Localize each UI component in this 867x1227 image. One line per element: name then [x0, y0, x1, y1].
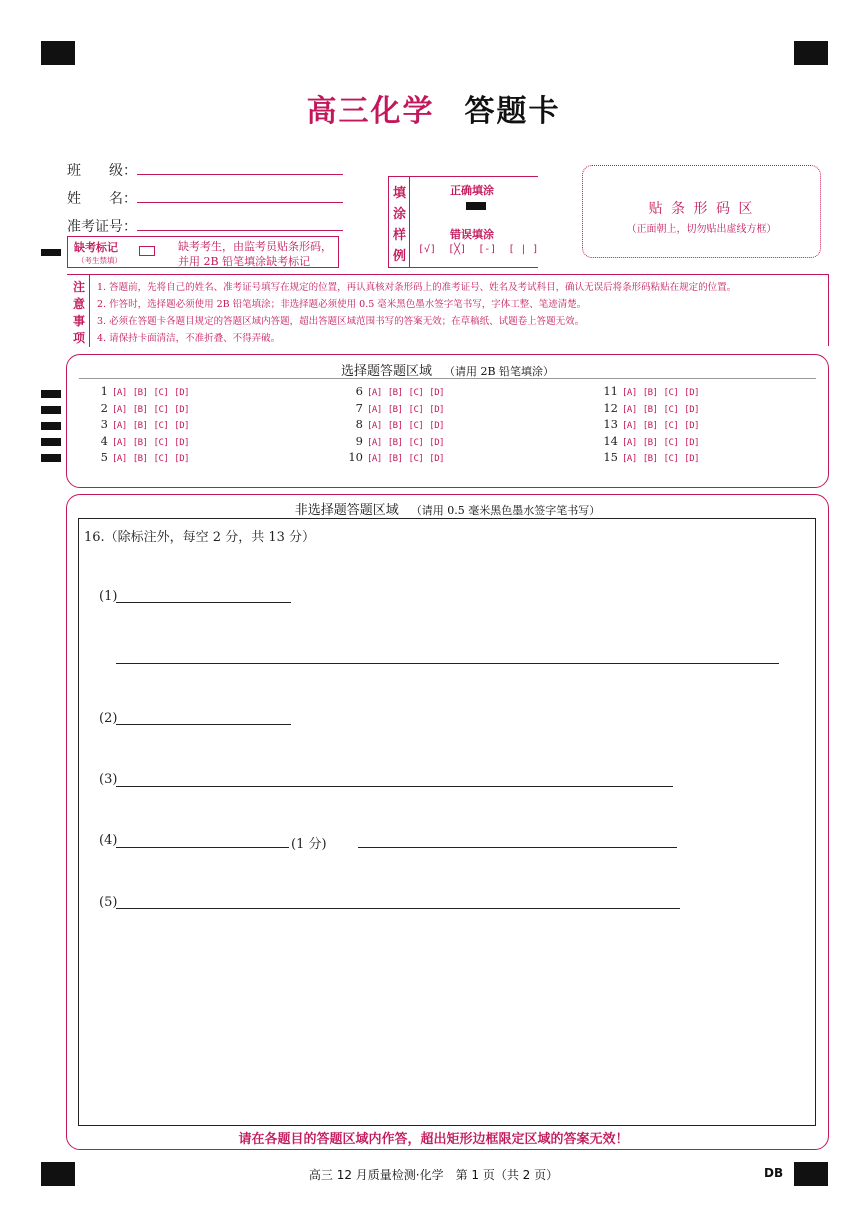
option-bubble[interactable]: [A] — [367, 404, 382, 415]
barcode-note: （正面朝上，切勿贴出虚线方框） — [626, 224, 777, 235]
option-bubble[interactable]: [C] — [153, 421, 169, 431]
option-bubble[interactable]: [B] — [387, 388, 403, 398]
question-number: 14 — [603, 433, 618, 448]
option-bubble[interactable]: [A] — [367, 437, 382, 448]
choice-question-2 — [90, 401, 195, 415]
choice-question-11 — [600, 384, 705, 398]
option-bubble[interactable]: [B] — [642, 437, 658, 448]
option-bubble[interactable]: [A] — [112, 404, 127, 415]
question-number: 15 — [603, 450, 618, 464]
choice-title-text: 选择题答题区域 — [340, 364, 432, 379]
option-bubble[interactable]: [A] — [112, 421, 127, 431]
option-bubble[interactable]: [C] — [663, 388, 679, 398]
side-mark-choice-2 — [41, 406, 61, 414]
corner-mark-top-left — [41, 41, 75, 65]
option-bubble[interactable]: [C] — [408, 421, 424, 431]
notes-box — [67, 274, 829, 346]
choice-title-sub: （请用 2B 铅笔填涂） — [443, 365, 555, 378]
title-subject: 高三化学 — [306, 94, 435, 129]
option-bubble[interactable]: [D] — [429, 388, 445, 398]
option-bubble[interactable]: [C] — [663, 454, 679, 464]
option-bubble[interactable]: [B] — [132, 404, 148, 415]
question-number: 3 — [100, 417, 108, 431]
part1-answer-line[interactable] — [116, 602, 291, 603]
question-number: 7 — [355, 400, 363, 415]
choice-question-8 — [345, 417, 450, 431]
choice-question-14 — [600, 434, 705, 448]
part2-answer-line[interactable] — [116, 724, 291, 725]
part4-score-note: (1 分) — [291, 837, 327, 852]
part5-answer-line[interactable] — [116, 908, 680, 909]
nonchoice-title-sub: （请用 0.5 毫米黑色墨水签字笔书写） — [410, 504, 601, 517]
option-bubble[interactable]: [C] — [153, 388, 169, 398]
option-bubble[interactable]: [C] — [663, 404, 679, 415]
barcode-title: 贴 条 形 码 区 — [648, 201, 755, 217]
option-bubble[interactable]: [C] — [408, 437, 424, 448]
exam-id-label: 准考证号： — [67, 219, 137, 235]
title-card: 答题卡 — [464, 94, 561, 129]
missing-mark-text-1: 缺考考生，由监考员贴条形码， — [178, 240, 332, 253]
question-number: 4 — [100, 433, 108, 448]
part1-extra-line[interactable] — [116, 663, 779, 664]
option-bubble[interactable]: [C] — [408, 404, 424, 415]
part4-answer-line-1[interactable] — [116, 847, 289, 848]
option-bubble[interactable]: [A] — [367, 388, 382, 398]
part1-label: (1) — [99, 589, 118, 604]
option-bubble[interactable]: [B] — [642, 404, 658, 415]
option-bubble[interactable]: [A] — [622, 404, 637, 415]
missing-mark-sublabel: （考生禁填） — [77, 256, 122, 265]
note-item-1: 1. 答题前，先将自己的姓名、准考证号填写在规定的位置，再认真核对条形码上的准考证号、姓名及考试科目，确认无误后将条形码粘贴在规定的位置。 — [97, 282, 737, 293]
notes-side-char-3: 事 — [73, 314, 86, 328]
footer-code: DB — [764, 1166, 784, 1180]
nonchoice-title-text: 非选择题答题区域 — [294, 503, 399, 518]
option-bubble[interactable]: [B] — [387, 404, 403, 415]
corner-mark-top-right — [794, 41, 828, 65]
option-bubble[interactable]: [D] — [684, 388, 700, 398]
correct-fill-label: 正确填涂 — [450, 184, 494, 197]
option-bubble[interactable]: [B] — [132, 437, 148, 448]
wrong-sample-2: [╳] — [448, 244, 467, 255]
choice-question-9 — [345, 434, 450, 448]
option-bubble[interactable]: [A] — [622, 421, 637, 431]
option-bubble[interactable]: [D] — [174, 388, 190, 398]
option-bubble[interactable]: [C] — [153, 454, 169, 464]
question-number: 10 — [348, 450, 363, 464]
option-bubble[interactable]: [A] — [112, 388, 127, 398]
class-field[interactable] — [137, 174, 343, 175]
missing-exam-box — [67, 236, 339, 268]
part2-label: (2) — [99, 711, 118, 726]
option-bubble[interactable]: [C] — [153, 437, 169, 448]
choice-question-6 — [345, 384, 450, 398]
option-bubble[interactable]: [D] — [429, 454, 445, 464]
exam-id-field[interactable] — [137, 230, 343, 231]
option-bubble[interactable]: [B] — [132, 421, 148, 431]
choice-question-4 — [90, 434, 195, 448]
part3-label: (3) — [99, 772, 118, 787]
option-bubble[interactable]: [D] — [684, 421, 700, 431]
option-bubble[interactable]: [D] — [429, 437, 445, 448]
option-bubble[interactable]: [A] — [367, 421, 382, 431]
choice-question-10 — [345, 450, 450, 464]
fill-side-char-3: 样 — [393, 228, 407, 243]
part4-answer-line-2[interactable] — [358, 847, 677, 848]
option-bubble[interactable]: [D] — [174, 421, 190, 431]
choice-question-12 — [600, 401, 705, 415]
wrong-sample-4: [ | ] — [508, 244, 539, 255]
choice-question-7 — [345, 401, 450, 415]
fill-example — [388, 176, 538, 268]
option-bubble[interactable]: [B] — [642, 388, 658, 398]
fill-side-char-1: 填 — [393, 186, 407, 201]
option-bubble[interactable]: [B] — [642, 454, 658, 464]
option-bubble[interactable]: [D] — [684, 404, 700, 415]
wrong-fill-label: 错误填涂 — [450, 228, 494, 241]
option-bubble[interactable]: [B] — [132, 388, 148, 398]
choice-question-5 — [90, 450, 195, 464]
option-bubble[interactable]: [B] — [387, 421, 403, 431]
question-number: 1 — [100, 384, 108, 398]
question-number: 9 — [355, 433, 363, 448]
name-field[interactable] — [137, 202, 343, 203]
choice-question-3 — [90, 417, 195, 431]
note-item-2: 2. 作答时，选择题必须使用 2B 铅笔填涂；非选择题必须使用 0.5 毫米黑色墨水签字笔书写，字体工整、笔迹清楚。 — [97, 299, 587, 310]
question-number: 13 — [603, 417, 618, 431]
side-mark-choice-1 — [41, 390, 61, 398]
question-number: 5 — [100, 450, 108, 464]
question-number: 12 — [603, 400, 618, 415]
option-bubble[interactable]: [D] — [174, 454, 190, 464]
wrong-fill-samples — [418, 244, 538, 255]
part3-answer-line[interactable] — [116, 786, 673, 787]
note-item-3: 3. 必须在答题卡各题目规定的答题区域内答题，超出答题区域范围书写的答案无效；在草稿纸、试题卷上答题无效。 — [97, 316, 585, 327]
side-mark-info — [41, 249, 61, 256]
option-bubble[interactable]: [D] — [429, 404, 445, 415]
notes-side-char-1: 注 — [73, 280, 86, 294]
notes-side-char-4: 项 — [73, 331, 86, 345]
page-footer: 高三 12 月质量检测·化学 第 1 页（共 2 页） — [308, 1168, 559, 1182]
choice-question-15 — [600, 450, 705, 464]
option-bubble[interactable]: [A] — [622, 454, 637, 464]
option-bubble[interactable]: [A] — [622, 437, 637, 448]
question-number: 2 — [100, 400, 108, 415]
side-mark-choice-3 — [41, 422, 61, 430]
nonchoice-section-title — [67, 499, 828, 518]
side-mark-choice-4 — [41, 438, 61, 446]
option-bubble[interactable]: [B] — [387, 454, 403, 464]
part5-label: (5) — [99, 895, 118, 910]
option-bubble[interactable]: [B] — [132, 454, 148, 464]
fill-side-char-4: 例 — [393, 249, 407, 264]
option-bubble[interactable]: [B] — [642, 421, 658, 431]
fill-side-char-2: 涂 — [393, 207, 407, 222]
wrong-sample-3: [-] — [478, 244, 497, 255]
choice-section-title — [67, 360, 828, 379]
missing-mark-checkbox[interactable] — [139, 246, 155, 256]
missing-mark-label: 缺考标记 — [74, 241, 118, 254]
option-bubble[interactable]: [D] — [684, 437, 700, 448]
boundary-warning: 请在各题目的答题区域内作答，超出矩形边框限定区域的答案无效！ — [238, 1132, 629, 1147]
option-bubble[interactable]: [A] — [367, 454, 382, 464]
wrong-sample-1: [√] — [418, 244, 437, 255]
option-bubble[interactable]: [A] — [112, 437, 127, 448]
question-number: 11 — [603, 384, 618, 398]
q16-answer-box — [78, 518, 816, 1126]
option-bubble[interactable]: [B] — [387, 437, 403, 448]
option-bubble[interactable]: [D] — [174, 437, 190, 448]
choice-question-1 — [90, 384, 195, 398]
option-bubble[interactable]: [C] — [408, 388, 424, 398]
correct-fill-sample — [466, 202, 486, 210]
choice-question-13 — [600, 417, 705, 431]
page-title — [0, 86, 867, 130]
q16-header: 16.（除标注外，每空 2 分，共 13 分） — [84, 530, 316, 545]
side-mark-choice-5 — [41, 454, 61, 462]
option-bubble[interactable]: [D] — [684, 454, 700, 464]
option-bubble[interactable]: [D] — [174, 404, 190, 415]
barcode-area — [582, 165, 821, 258]
question-number: 8 — [355, 417, 363, 431]
option-bubble[interactable]: [A] — [112, 454, 127, 464]
option-bubble[interactable]: [C] — [663, 437, 679, 448]
note-item-4: 4. 请保持卡面清洁，不准折叠、不得弄破。 — [97, 333, 281, 344]
question-number: 6 — [355, 384, 363, 398]
notes-side-char-2: 意 — [73, 297, 86, 311]
name-label: 姓 名： — [67, 191, 137, 207]
option-bubble[interactable]: [C] — [153, 404, 169, 415]
part4-label: (4) — [99, 833, 118, 848]
missing-mark-text-2: 并用 2B 铅笔填涂缺考标记 — [178, 255, 311, 268]
option-bubble[interactable]: [C] — [408, 454, 424, 464]
option-bubble[interactable]: [D] — [429, 421, 445, 431]
option-bubble[interactable]: [A] — [622, 388, 637, 398]
option-bubble[interactable]: [C] — [663, 421, 679, 431]
class-label: 班 级： — [67, 163, 137, 179]
